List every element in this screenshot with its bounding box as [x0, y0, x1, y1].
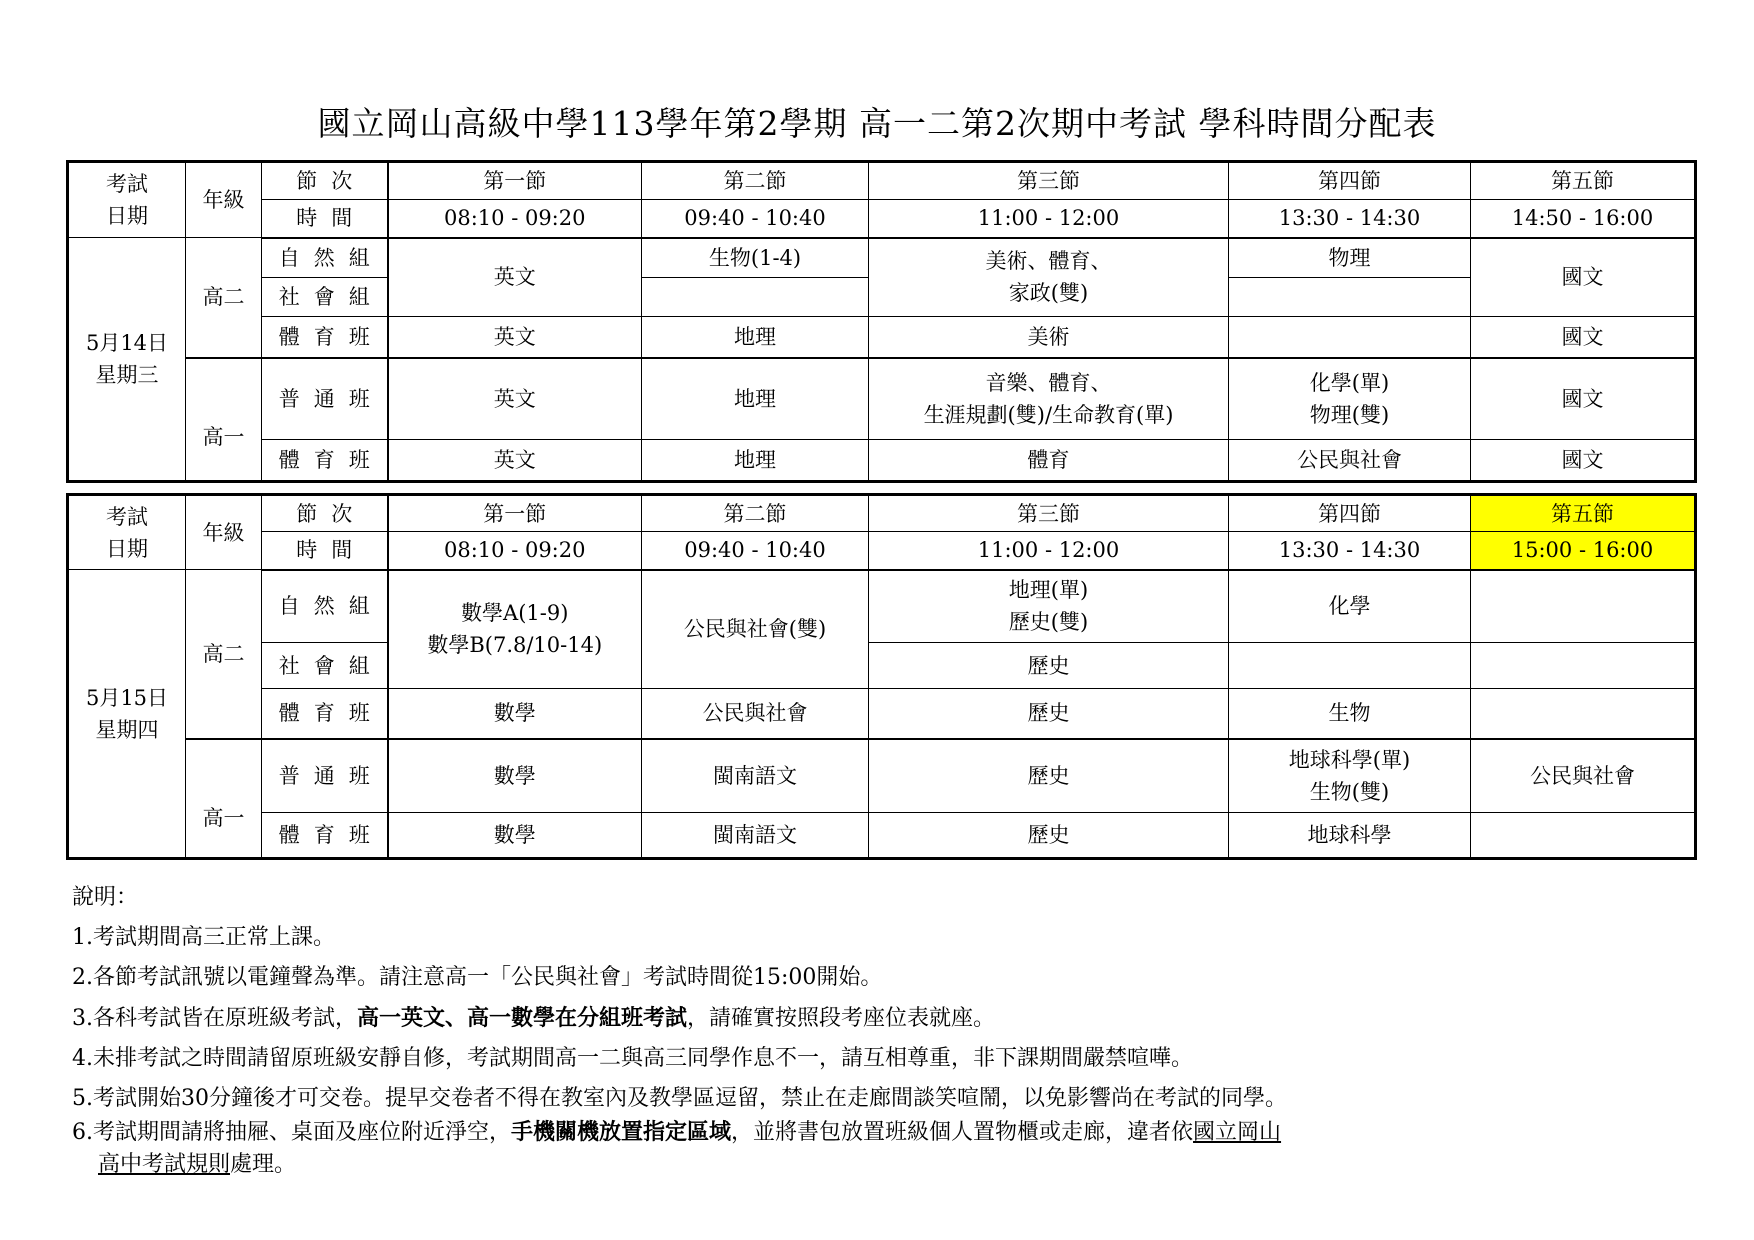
subject-cell: 國文 — [1471, 317, 1696, 358]
note-5: 5.考試開始30分鐘後才可交卷。提早交卷者不得在教室內及教學區逗留，禁止在走廊間談笑喧鬧，以免影響尚在考試的同學。 — [72, 1086, 1287, 1111]
subject-cell: 化學 — [1229, 570, 1471, 643]
grade-cell: 高一 — [186, 358, 262, 482]
time-period-4: 13:30 - 14:30 — [1229, 532, 1471, 570]
exam-rules-link: 國立岡山 — [1193, 1120, 1282, 1145]
subject-cell: 國文 — [1471, 358, 1696, 440]
subject-cell — [1229, 317, 1471, 358]
note-1: 1.考試期間高三正常上課。 — [72, 925, 335, 950]
class-group: 體育班 — [262, 689, 388, 739]
grade-cell: 高二 — [186, 570, 262, 739]
subject-cell: 地理(單) 歷史(雙) — [869, 570, 1229, 643]
grade-header: 年級 — [186, 162, 262, 238]
time-period-1: 08:10 - 09:20 — [388, 532, 642, 570]
subject-cell: 英文 — [388, 358, 642, 440]
subject-cell: 地球科學 — [1229, 813, 1471, 859]
period-2-header: 第二節 — [642, 495, 869, 532]
subject-cell: 閩南語文 — [642, 813, 869, 859]
grade-cell: 高二 — [186, 238, 262, 358]
notes-section — [72, 880, 1692, 1182]
subject-cell: 音樂、體育、 生涯規劃(雙)/生命教育(單) — [869, 358, 1229, 440]
subject-cell — [1471, 689, 1696, 739]
period-3-header: 第三節 — [869, 495, 1229, 532]
subject-cell: 數學A(1-9) 數學B(7.8/10-14) — [388, 570, 642, 689]
time-period-3: 11:00 - 12:00 — [869, 200, 1229, 238]
note-3: 3.各科考試皆在原班級考試，高一英文、高一數學在分組班考試，請確實按照段考座位表就座。 — [72, 1005, 996, 1031]
subject-cell: 地球科學(單) 生物(雙) — [1229, 739, 1471, 813]
exam-date: 5月15日 星期四 — [68, 570, 186, 859]
subject-cell: 歷史 — [869, 689, 1229, 739]
time-period-2: 09:40 - 10:40 — [642, 532, 869, 570]
subject-cell: 美術、體育、 家政(雙) — [869, 238, 1229, 317]
time-period-3: 11:00 - 12:00 — [869, 532, 1229, 570]
subject-cell: 閩南語文 — [642, 739, 869, 813]
grade-cell: 高一 — [186, 739, 262, 859]
period-4-header: 第四節 — [1229, 162, 1471, 200]
period-2-header: 第二節 — [642, 162, 869, 200]
period-5-header: 第五節 — [1471, 495, 1696, 532]
subject-cell — [1229, 278, 1471, 317]
note-6-continued: 高中考試規則處理。 — [98, 1152, 297, 1177]
period-3-header: 第三節 — [869, 162, 1229, 200]
time-period-1: 08:10 - 09:20 — [388, 200, 642, 238]
grade-header: 年級 — [186, 495, 262, 570]
subject-cell: 英文 — [388, 317, 642, 358]
class-group: 體育班 — [262, 813, 388, 859]
subject-cell: 公民與社會 — [642, 689, 869, 739]
subject-cell: 地理 — [642, 358, 869, 440]
schedule-table-day2 — [66, 493, 1697, 860]
class-group: 自然組 — [262, 570, 388, 643]
subject-cell: 英文 — [388, 440, 642, 482]
time-period-5: 14:50 - 16:00 — [1471, 200, 1696, 238]
subject-cell: 美術 — [869, 317, 1229, 358]
subject-cell — [1229, 643, 1471, 689]
class-group: 自然組 — [262, 238, 388, 278]
class-group: 體育班 — [262, 317, 388, 358]
subject-cell: 歷史 — [869, 643, 1229, 689]
note-6: 6.考試期間請將抽屜、桌面及座位附近淨空，手機關機放置指定區域，並將書包放置班級個人置物櫃或走廊，違者依國立岡山 — [72, 1119, 1282, 1145]
subject-cell: 化學(單) 物理(雙) — [1229, 358, 1471, 440]
subject-cell — [642, 278, 869, 317]
page-title: 國立岡山高級中學113學年第2學期 高一二第2次期中考試 學科時間分配表 — [317, 104, 1437, 143]
subject-cell: 數學 — [388, 739, 642, 813]
notes-heading: 說明： — [72, 885, 139, 910]
subject-cell: 地理 — [642, 317, 869, 358]
class-group: 社會組 — [262, 643, 388, 689]
subject-cell: 數學 — [388, 813, 642, 859]
note-4: 4.未排考試之時間請留原班級安靜自修，考試期間高一二與高三同學作息不一，請互相尊重，非下課期間嚴禁喧嘩。 — [72, 1046, 1193, 1071]
subject-cell: 公民與社會 — [1229, 440, 1471, 482]
subject-cell: 物理 — [1229, 238, 1471, 278]
note-3-emphasis: 高一英文、高一數學在分組班考試 — [357, 1005, 688, 1031]
subject-cell: 生物 — [1229, 689, 1471, 739]
subject-cell: 生物(1-4) — [642, 238, 869, 278]
time-period-4: 13:30 - 14:30 — [1229, 200, 1471, 238]
note-2: 2.各節考試訊號以電鐘聲為準。請注意高一「公民與社會」考試時間從15:00開始。 — [72, 965, 883, 990]
subject-cell: 國文 — [1471, 440, 1696, 482]
subject-cell: 地理 — [642, 440, 869, 482]
period-5-header: 第五節 — [1471, 162, 1696, 200]
exam-date-header: 考試 日期 — [68, 495, 186, 570]
class-group: 體育班 — [262, 440, 388, 482]
note-6-emphasis: 手機關機放置指定區域 — [511, 1119, 732, 1145]
subject-cell: 歷史 — [869, 813, 1229, 859]
subject-cell: 英文 — [388, 238, 642, 317]
period-1-header: 第一節 — [388, 162, 642, 200]
subject-cell — [1471, 813, 1696, 859]
period-header: 節次 — [262, 495, 388, 532]
time-header: 時間 — [262, 532, 388, 570]
exam-rules-link: 高中考試規則 — [98, 1152, 231, 1177]
subject-cell: 國文 — [1471, 238, 1696, 317]
class-group: 普通班 — [262, 358, 388, 440]
class-group: 普通班 — [262, 739, 388, 813]
subject-cell: 公民與社會 — [1471, 739, 1696, 813]
period-header: 節次 — [262, 162, 388, 200]
time-header: 時間 — [262, 200, 388, 238]
time-period-5: 15:00 - 16:00 — [1471, 532, 1696, 570]
subject-cell — [1471, 570, 1696, 643]
exam-date: 5月14日 星期三 — [68, 238, 186, 482]
period-4-header: 第四節 — [1229, 495, 1471, 532]
subject-cell: 數學 — [388, 689, 642, 739]
class-group: 社會組 — [262, 278, 388, 317]
exam-date-header: 考試 日期 — [68, 162, 186, 238]
subject-cell: 公民與社會(雙) — [642, 570, 869, 689]
subject-cell: 體育 — [869, 440, 1229, 482]
schedule-table-day1 — [66, 160, 1697, 483]
time-period-2: 09:40 - 10:40 — [642, 200, 869, 238]
subject-cell: 歷史 — [869, 739, 1229, 813]
subject-cell — [1471, 643, 1696, 689]
period-1-header: 第一節 — [388, 495, 642, 532]
